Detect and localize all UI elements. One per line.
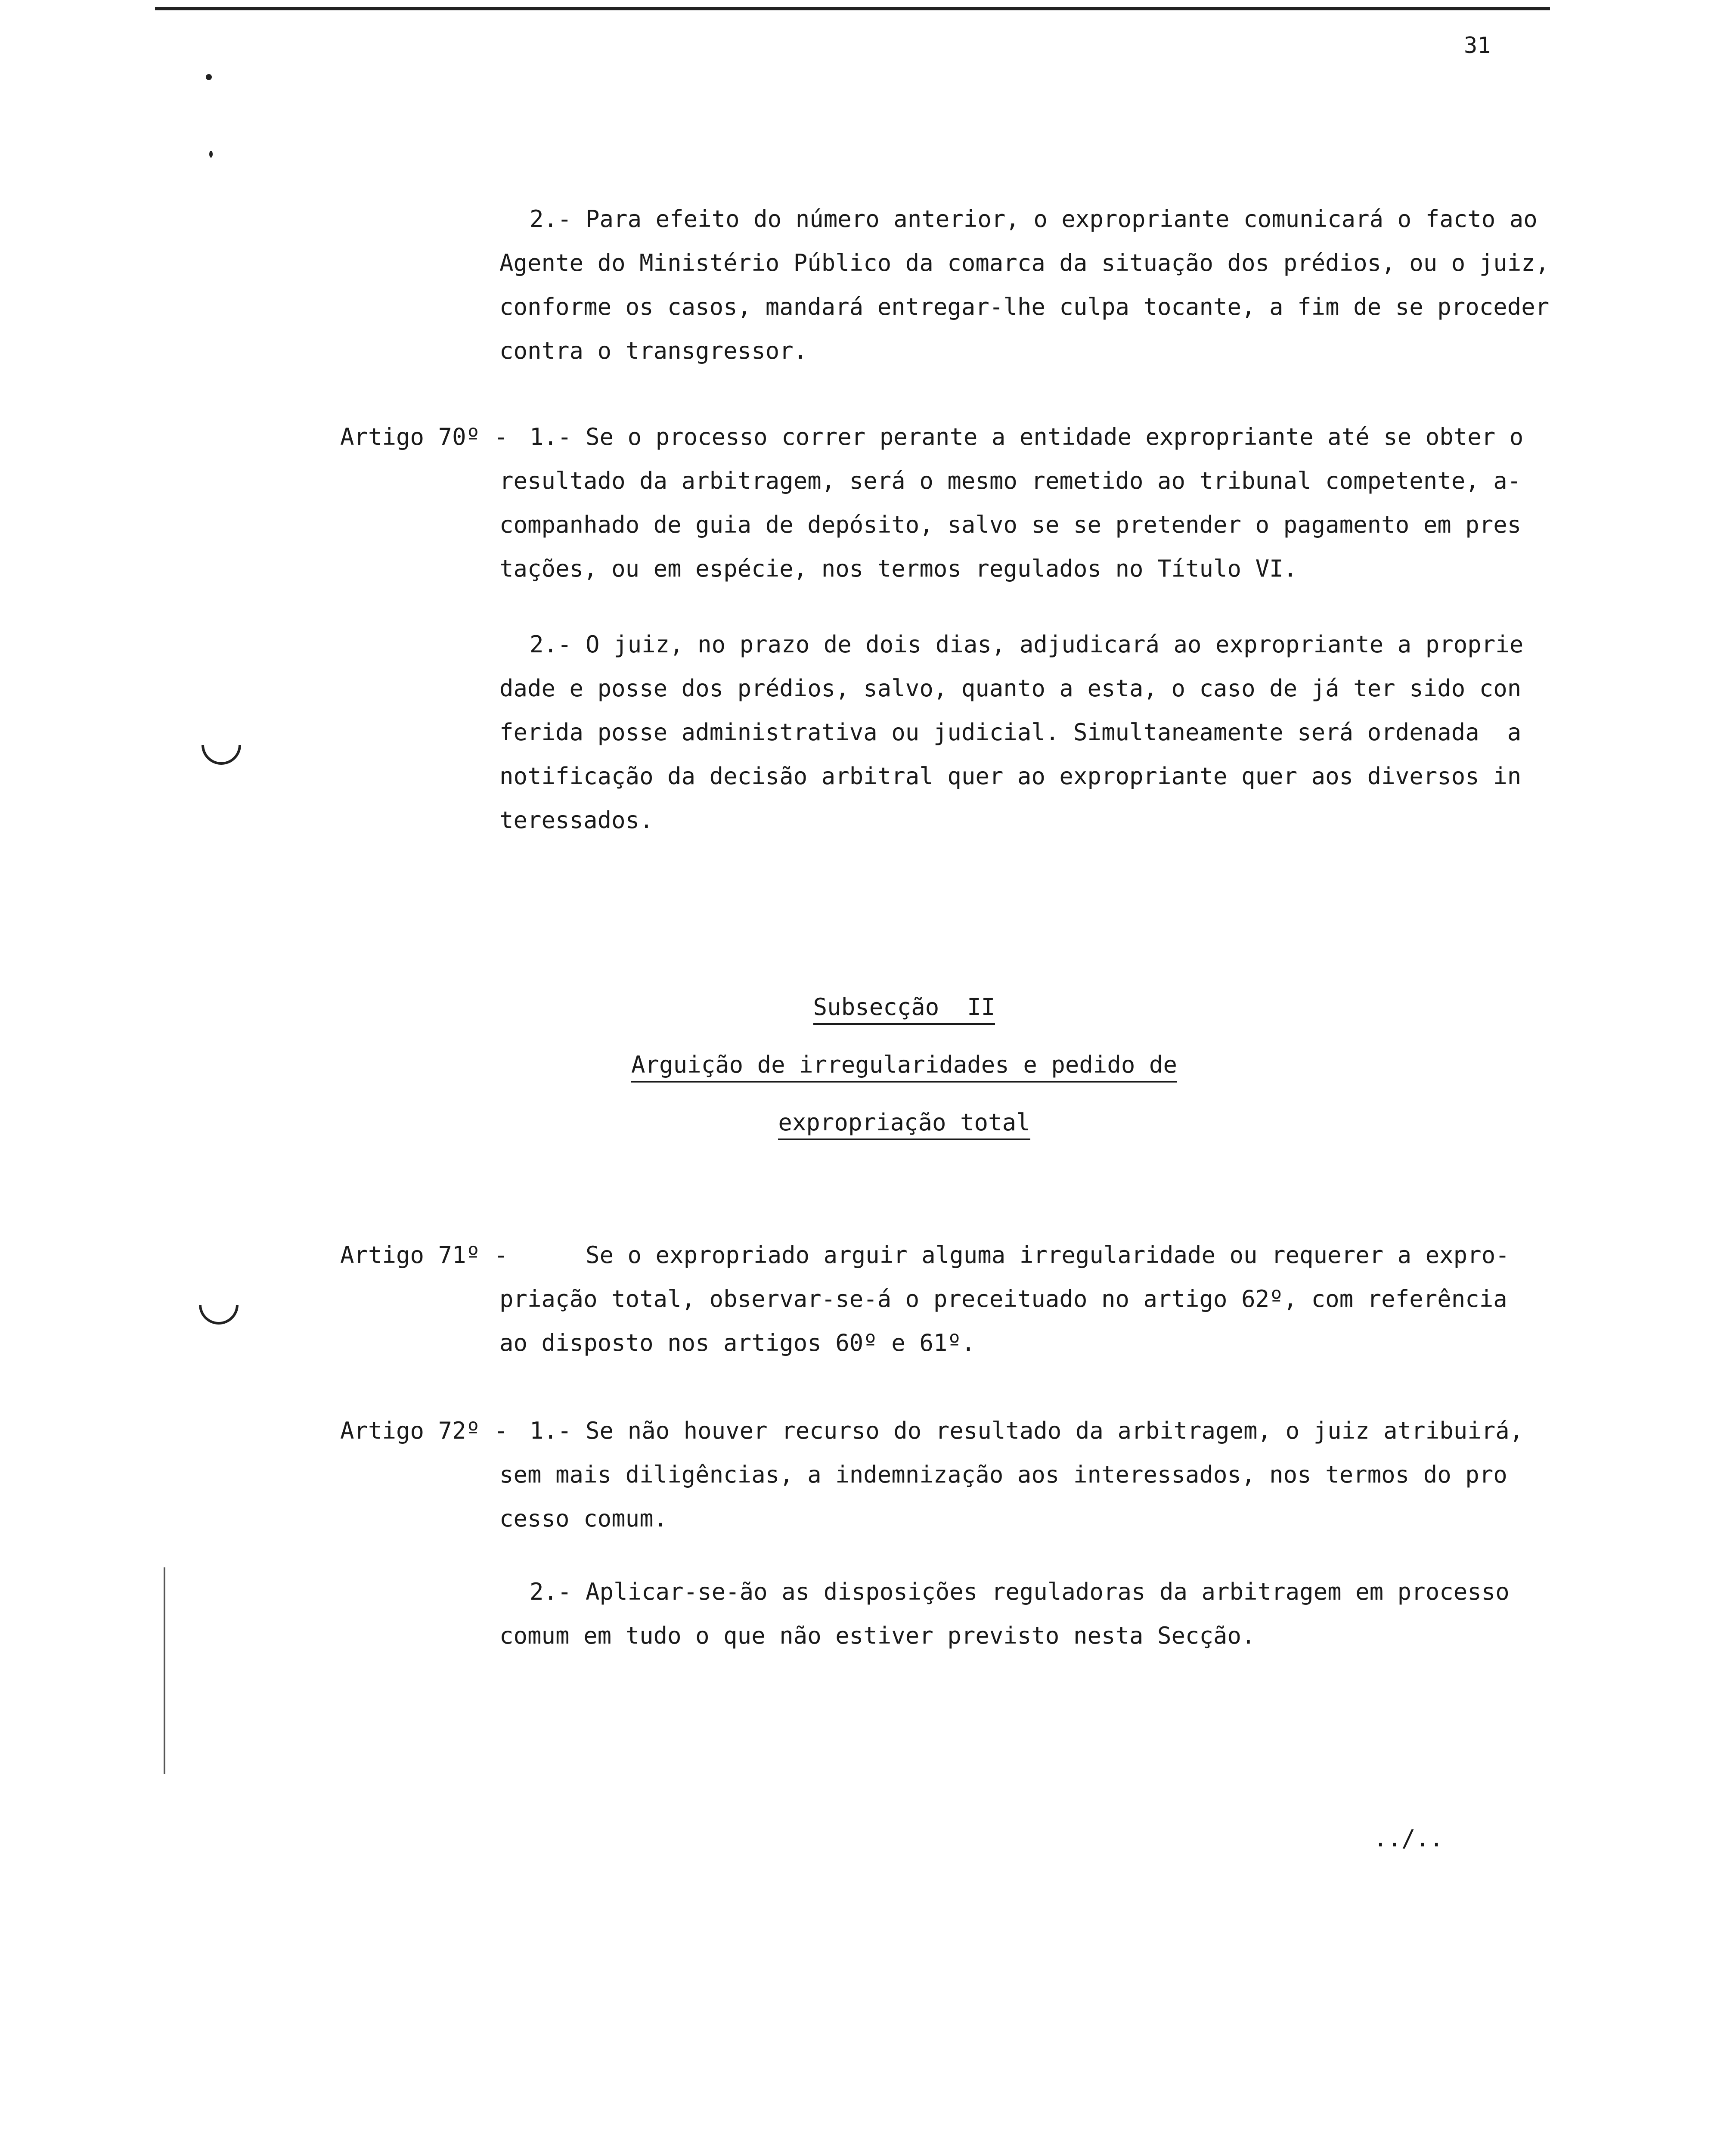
text-line: Se o expropriado arguir alguma irregularidade ou requerer a expro- [586,1241,1510,1269]
text-line: priação total, observar-se-á o preceituado no artigo 62º, com referência [499,1285,1507,1312]
text-line: ferida posse administrativa ou judicial. Simultaneamente será ordenada a [499,719,1522,746]
text-line: cesso comum. [499,1505,668,1532]
continuation-mark: ../.. [1373,1825,1444,1852]
subsection-title: Subsecção II [499,996,1309,1019]
text-line: contra o transgressor. [499,337,808,364]
article-label: Artigo 71º - [340,1241,508,1269]
text-line: dade e posse dos prédios, salvo, quanto a esta, o caso de já ter sido con [499,675,1522,702]
text-line: notificação da decisão arbitral quer ao expropriante quer aos diversos in [499,763,1522,790]
subsection-heading-line: Arguição de irregularidades e pedido de [499,1053,1309,1076]
article-label: Artigo 72º - [340,1417,508,1444]
text-line: 2.- O juiz, no prazo de dois dias, adjudicará ao expropriante a proprie [530,631,1524,658]
text-line: 1.- Se o processo correr perante a entidade expropriante até se obter o [530,423,1524,450]
text-line: tações, ou em espécie, nos termos regulados no Título VI. [499,555,1298,582]
text-line: Agente do Ministério Público da comarca da situação dos prédios, ou o juiz, [499,249,1550,276]
text-line: resultado da arbitragem, será o mesmo remetido ao tribunal competente, a- [499,467,1522,494]
top-rule [155,7,1550,10]
check-mark-icon [199,1305,239,1325]
text-line: 1.- Se não houver recurso do resultado da arbitragem, o juiz atribuirá, [530,1417,1524,1444]
text-line: teressados. [499,807,654,834]
subsection-heading-line: expropriação total [499,1111,1309,1134]
text-line: sem mais diligências, a indemnização aos interessados, nos termos do pro [499,1461,1507,1488]
text-line: companhado de guia de depósito, salvo se se pretender o pagamento em pres [499,511,1522,538]
text-line: ao disposto nos artigos 60º e 61º. [499,1329,976,1356]
text-line: 2.- Aplicar-se-ão as disposições reguladoras da arbitragem em processo [530,1578,1510,1605]
scan-dot [209,151,213,158]
text-line: 2.- Para efeito do número anterior, o expropriante comunicará o facto ao [530,205,1538,233]
text-line: comum em tudo o que não estiver previsto nesta Secção. [499,1622,1256,1649]
binder-line [164,1567,165,1774]
page-number: 31 [1464,33,1491,59]
scan-dot [206,74,212,80]
check-mark-icon [202,745,241,765]
text-line: conforme os casos, mandará entregar-lhe culpa tocante, a fim de se proceder [499,293,1550,320]
article-label: Artigo 70º - [340,423,508,450]
